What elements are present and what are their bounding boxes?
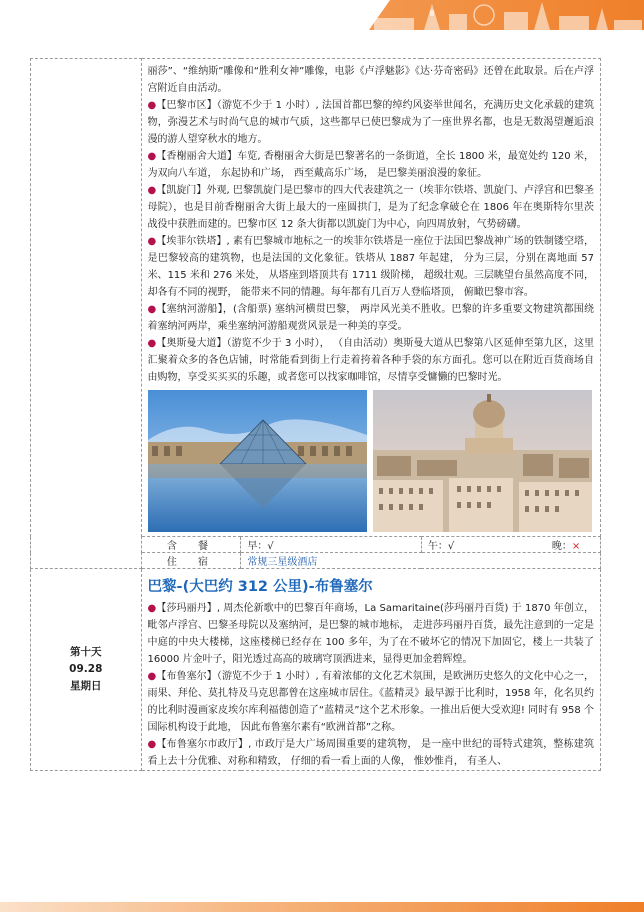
day9-row [31,59,601,537]
day9-label-cell [31,59,142,569]
louvre-pyramid-photo [148,390,367,532]
intro-text: 丽莎”、“维纳斯”雕像和“胜利女神”雕像，电影《卢浮魅影》《达·芬奇密码》还曾在此取景。后在卢浮宫附近自由活动。 [147,66,594,94]
hotel-cell [241,553,601,569]
day10-content-cell [141,569,600,771]
bullet-icon: ● [147,236,157,247]
paris-cityscape-photo [373,390,592,532]
list-item: ●【巴黎市区】（游览不少于 1 小时）, 法国首都巴黎的绰约风姿举世闻名，充满历史文化承载的建筑物，弥漫艺术与时尚气息的城市气质，这些都早已使巴黎成为了一座世界名都，也是无数渴望邂逅浪漫的游人望穿秋水的地方。 [147,100,595,145]
day10-label-cell [31,569,142,771]
list-item: ●【塞纳河游船】，(含船票) 塞纳河横贯巴黎， 两岸风光美不胜收。巴黎的许多重要文物建筑都围绕着塞纳河两岸，乘坐塞纳河游船观赏风景是一种美的享受。 [147,304,594,332]
day9-content [142,59,600,386]
day10-row [31,569,601,771]
bullet-icon: ● [147,151,157,162]
day9-content-cell [141,59,600,537]
list-item: ●【布鲁塞尔】（游览不少于 1 小时）, 有着浓郁的文化艺术氛围，是欧洲历史悠久的文化中心之一，雨果、拜伦、莫扎特及马克思都曾在这座城市居住。《蓝精灵》最早源于比利时，1958 年，化名贝约的比利时漫画家皮埃尔库利福德创造了“蓝精灵”这个艺术形象。一推出后便大受欢迎! 同时有 958 个国际机构设于此地， 因此布鲁塞尔素有“欧洲首都”之称。 [147,671,595,733]
lunch-value: 午：√ [427,541,455,552]
lunch-dinner-cell [421,537,600,553]
list-item: ●【香榭丽舍大道】车览, 香榭丽舍大街是巴黎著名的一条街道，全长 1800 米，最宽处约 120 米，为双向八车道， 东起协和广场， 西至戴高乐广场， 是巴黎美丽浪漫的象征。 [147,151,595,179]
footer-banner [0,898,644,912]
bullet-icon: ● [147,185,157,196]
list-item: ●【奥斯曼大道】（游览不少于 3 小时）， （自由活动）奥斯曼大道从巴黎第八区延伸至第九区，这里汇聚着众多的各色店铺，时常能看到街上行走着挎着各种手袋的东方面孔。您可以在附近百货商场自由购物，享受买买买的乐趣，或者您可以找家咖啡馆，尽情享受慵懒的巴黎时光。 [147,338,594,383]
itinerary-table [30,58,601,771]
paris-skyline-icon [364,0,644,30]
lodging-label: 住 宿 [141,553,241,569]
dinner-mark: × [571,541,581,552]
bullet-icon: ● [147,603,157,614]
meals-label: 含 餐 [141,537,241,553]
list-item: ●【布鲁塞尔市政厅】, 市政厅是大广场周围重要的建筑物， 是一座中世纪的哥特式建筑，整栋建筑看上去十分优雅、对称和精致， 仔细的看一看上面的人像， 惟妙惟肖， 有圣人、 [147,739,594,767]
header-banner [0,0,644,30]
bullet-icon: ● [147,100,157,111]
breakfast-cell: 早：√ [241,537,421,553]
day-date: 09.28 [69,663,103,675]
bullet-icon: ● [147,338,157,349]
day-title: 巴黎-(大巴约 312 公里)-布鲁塞尔 [147,579,373,595]
dinner-label: 晚： [551,541,572,552]
bullet-icon: ● [147,671,157,682]
list-item: ●【凯旋门】外观, 巴黎凯旋门是巴黎市的四大代表建筑之一（埃菲尔铁塔、凯旋门、卢浮宫和巴黎圣母院），也是目前香榭丽舍大街上最大的一座圆拱门，是为了纪念拿破仑在 1806 年在奥斯特尔里茨战役中获胜而建的。巴黎市区 12 条大街都以凯旋门为中心，向四周放射，气势磅礴。 [147,185,594,230]
day10-content [142,569,600,770]
bullet-icon: ● [147,739,157,750]
hotel-name: 常规三星级酒店 [247,557,318,568]
list-item: ●【莎玛丽丹】, 周杰伦新歌中的巴黎百年商场，La Samaritaine(莎玛丽丹百货) 于 1870 年创立，毗邻卢浮宫、巴黎圣母院以及塞纳河，是巴黎的城市地标， 走进莎玛丽丹百货，最先注意到的一定是中庭的中央大楼梯，这座楼梯已经存在 100 多年，为了在不破坏它的情况下加固它，楼上一共装了 16000 片金叶子，阳光透过高高的玻璃穹顶洒进来，显得更加金碧辉煌。 [147,603,594,665]
day-weekday: 星期日 [70,680,102,692]
day-number: 第十天 [70,646,102,658]
bullet-icon: ● [147,304,157,315]
list-item: ●【埃菲尔铁塔】, 素有巴黎城市地标之一的埃菲尔铁塔是一座位于法国巴黎战神广场的铁制镂空塔，是巴黎较高的建筑物，也是法国的文化象征。铁塔从 1887 年起建， 分为三层，分别在离地面 57 米、115 米和 276 米处， 从塔座到塔顶共有 1711 级阶梯， 超级壮观。三层眺望台虽然高度不同， 却各有不同的视野， 能带来不同的情趣。每年都有几百万人登临塔顶， 俯瞰巴黎市容。 [147,236,595,298]
photo-strip [142,386,600,536]
